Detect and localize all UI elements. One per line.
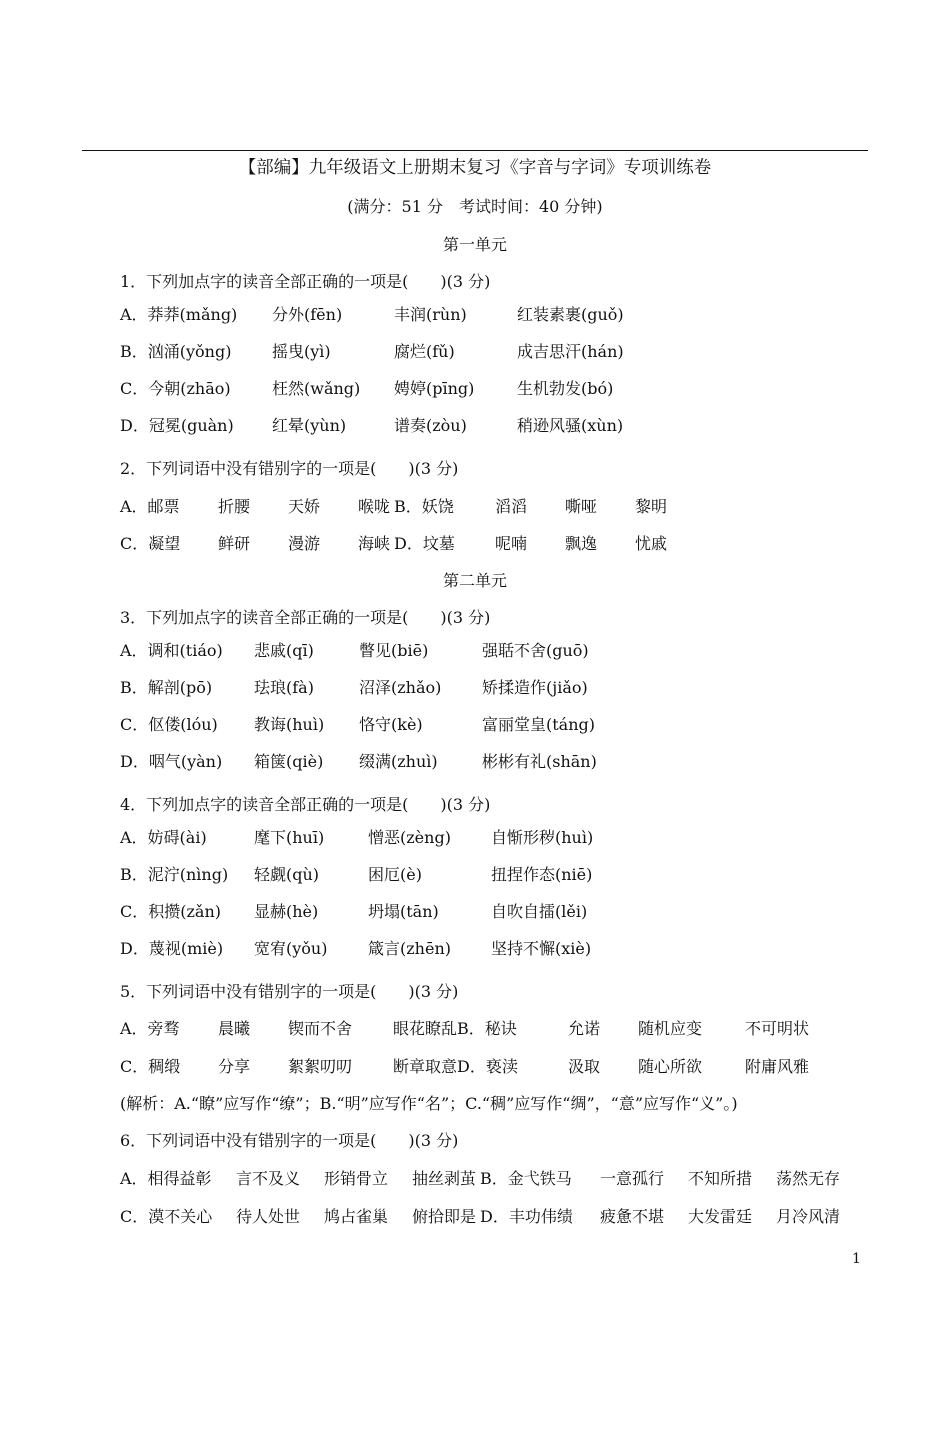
q1-d-item-2: 红晕(yùn) [272,416,347,435]
q6-r1-item-6: 一意孤行 [600,1169,665,1188]
q5-r2-item-4: 断章取意 [393,1057,458,1076]
q5-r1-item-8: 不可明状 [745,1019,810,1038]
q1-c-item-3: 娉婷(pīng) [394,379,475,398]
q5-r2-item-2: 分享 [218,1057,251,1076]
q2-r1-item-2: 折腰 [218,497,251,516]
q4-b-item-1: B．泥泞(nìng) [120,865,229,884]
q4-d-item-1: D．蔑视(miè) [120,939,224,958]
q1-option-d [120,414,624,438]
q4-a-item-3: 憎恶(zèng) [368,828,451,847]
q2-r2-item-6: 呢喃 [495,534,528,553]
q1-option-c [120,377,614,401]
q5-options-row-2 [120,1055,810,1079]
q5-r1-item-6: 允诺 [568,1019,601,1038]
q6-r2-item-2: 待人处世 [236,1207,301,1226]
q4-option-a [120,826,594,850]
q5-r1-item-1: A．旁骛 [120,1019,180,1038]
q3-b-item-3: 沼泽(zhǎo) [359,678,442,697]
q6-r2-item-3: 鸠占雀巢 [324,1207,389,1226]
q1-d-item-3: 谱奏(zòu) [394,416,467,435]
q2-r1-item-8: 黎明 [635,497,668,516]
q1-c-item-1: C．今朝(zhāo) [120,379,231,398]
q5-r1-item-4: 眼花瞭乱 [393,1019,458,1038]
q5-r2-item-5: D．亵渎 [457,1057,518,1076]
q6-r2-item-4: 俯拾即是 [412,1207,477,1226]
q2-r1-item-5: B．妖饶 [394,497,454,516]
q3-d-item-4: 彬彬有礼(shān) [482,752,597,771]
q1-option-b [120,340,624,364]
q3-option-b [120,676,588,700]
q5-r2-item-7: 随心所欲 [638,1057,703,1076]
q4-a-item-1: A．妨碍(ài) [120,828,207,847]
document-subtitle: (满分：51 分 考试时间：40 分钟) [347,197,603,216]
q5-analysis: (解析：A.“瞭”应写作“缭”；B.“明”应写作“名”；C.“稠”应写作“绸”，“意”应写作“义”。) [120,1094,738,1113]
header-rule [82,150,868,151]
q1-a-item-2: 分外(fēn) [272,305,343,324]
q5-options-row-1 [120,1017,810,1041]
q5-stem: 5．下列词语中没有错别字的一项是( )(3 分) [120,982,459,1001]
q4-b-item-4: 扭捏作态(niē) [491,865,593,884]
q5-r2-item-3: 絮絮叨叨 [288,1057,353,1076]
q4-a-item-4: 自惭形秽(huì) [491,828,594,847]
q4-d-item-3: 箴言(zhēn) [368,939,451,958]
q3-d-item-1: D．咽气(yàn) [120,752,223,771]
q6-r2-item-6: 疲惫不堪 [600,1207,665,1226]
q2-r2-item-5: D．坟墓 [394,534,455,553]
q1-option-a [120,303,624,327]
q3-a-item-4: 强聒不舍(guō) [482,641,589,660]
q6-r2-item-5: D．丰功伟绩 [480,1207,573,1226]
q6-r1-item-2: 言不及义 [236,1169,301,1188]
q5-r1-item-3: 锲而不舍 [288,1019,353,1038]
q6-options-row-2 [120,1205,841,1229]
q3-option-d [120,750,597,774]
q3-c-item-1: C．伛偻(lóu) [120,715,218,734]
q4-b-item-2: 轻觑(qù) [254,865,320,884]
document-title: 【部编】九年级语文上册期末复习《字音与字词》专项训练卷 [238,158,712,178]
q6-stem: 6．下列词语中没有错别字的一项是( )(3 分) [120,1131,459,1150]
q2-r2-item-1: C．凝望 [120,534,181,553]
q6-r2-item-7: 大发雷廷 [688,1207,753,1226]
q3-c-item-2: 教诲(huì) [254,715,325,734]
q3-stem: 3．下列加点字的读音全部正确的一项是( )(3 分) [120,608,491,627]
q3-c-item-3: 恪守(kè) [359,715,423,734]
q4-c-item-4: 自吹自擂(lěi) [491,902,588,921]
q6-r1-item-1: A．相得益彰 [120,1169,212,1188]
q1-a-item-3: 丰润(rùn) [394,305,467,324]
q3-d-item-2: 箱箧(qiè) [254,752,324,771]
q6-r1-item-8: 荡然无存 [776,1169,841,1188]
q5-r1-item-5: B．秘诀 [457,1019,517,1038]
q3-c-item-4: 富丽堂皇(táng) [482,715,596,734]
q3-a-item-1: A．调和(tiáo) [120,641,223,660]
q2-r1-item-7: 嘶哑 [565,497,598,516]
q2-r2-item-2: 鲜研 [218,534,251,553]
q2-stem: 2．下列词语中没有错别字的一项是( )(3 分) [120,459,459,478]
q4-stem: 4．下列加点字的读音全部正确的一项是( )(3 分) [120,795,491,814]
q1-b-item-4: 成吉思汗(hán) [517,342,624,361]
q5-r2-item-8: 附庸风雅 [745,1057,810,1076]
q4-c-item-2: 显赫(hè) [254,902,319,921]
q5-r2-item-1: C．稠缎 [120,1057,181,1076]
q4-c-item-3: 坍塌(tān) [368,902,439,921]
q2-options-row-2 [120,532,668,556]
q2-r1-item-6: 滔滔 [495,497,528,516]
q4-option-b [120,863,593,887]
q3-option-a [120,639,589,663]
q2-r1-item-3: 天娇 [288,497,321,516]
q1-c-item-4: 生机勃发(bó) [517,379,614,398]
q1-a-item-4: 红装素裹(guǒ) [517,305,624,324]
q6-r1-item-7: 不知所措 [688,1169,753,1188]
q1-b-item-3: 腐烂(fǔ) [394,342,455,361]
q3-b-item-1: B．解剖(pō) [120,678,213,697]
q6-options-row-1 [120,1167,841,1191]
q4-b-item-3: 困厄(è) [368,865,422,884]
q6-r1-item-3: 形销骨立 [324,1169,389,1188]
q1-a-item-1: A．莽莽(mǎng) [120,305,238,324]
q2-r2-item-3: 漫游 [288,534,321,553]
q3-b-item-2: 珐琅(fà) [254,678,314,697]
q2-r1-item-1: A．邮票 [120,497,180,516]
q5-r2-item-6: 汲取 [568,1057,601,1076]
q5-r1-item-2: 晨曦 [218,1019,251,1038]
q2-options-row-1 [120,495,668,519]
q1-b-item-1: B．汹涌(yǒng) [120,342,232,361]
q2-r1-item-4: 喉咙 [358,497,391,516]
q3-b-item-4: 矫揉造作(jiǎo) [482,678,588,697]
q6-r2-item-8: 月冷风清 [776,1207,841,1226]
q3-a-item-2: 悲戚(qī) [254,641,314,660]
q6-r1-item-4: 抽丝剥茧 [412,1169,477,1188]
q3-option-c [120,713,596,737]
q6-r1-item-5: B．金弋铁马 [480,1169,572,1188]
q6-r2-item-1: C．漠不关心 [120,1207,213,1226]
q5-r1-item-7: 随机应变 [638,1019,703,1038]
q4-option-d [120,937,592,961]
q2-r2-item-7: 飘逸 [565,534,598,553]
q4-c-item-1: C．积攒(zǎn) [120,902,222,921]
q2-r2-item-8: 忧戚 [635,534,668,553]
q1-stem: 1．下列加点字的读音全部正确的一项是( )(3 分) [120,272,491,291]
q1-d-item-1: D．冠冕(guàn) [120,416,234,435]
q4-option-c [120,900,588,924]
q1-c-item-2: 枉然(wǎng) [272,379,361,398]
q4-d-item-2: 宽宥(yǒu) [254,939,328,958]
q2-r2-item-4: 海峡 [358,534,391,553]
unit-heading-2: 第二单元 [442,571,507,590]
q3-a-item-3: 瞥见(biē) [359,641,429,660]
page-number: 1 [852,1251,861,1267]
q4-d-item-4: 坚持不懈(xiè) [491,939,592,958]
unit-heading-1: 第一单元 [442,235,507,254]
q1-d-item-4: 稍逊风骚(xùn) [517,416,624,435]
q1-b-item-2: 摇曳(yì) [272,342,331,361]
q3-d-item-3: 缀满(zhuì) [359,752,438,771]
q4-a-item-2: 麾下(huī) [254,828,325,847]
